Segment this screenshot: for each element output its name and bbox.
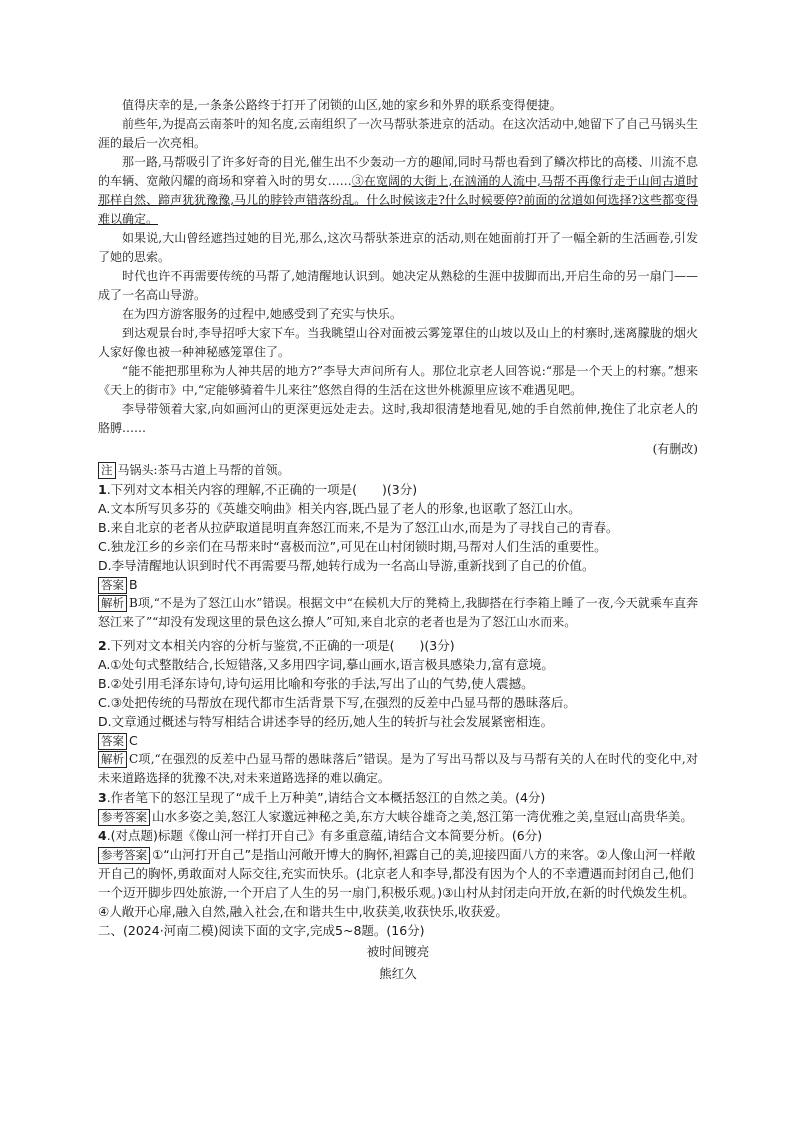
answer-line [98, 731, 698, 750]
reference-tag: 参考答案 [98, 847, 150, 864]
option: A.①处句式整散结合,长短错落,又多用四字词,摹山画水,语言极具感染力,富有意境。 [98, 657, 554, 672]
note-tag: 注 [98, 462, 116, 479]
note-text: 马锅头:茶马古道上马帮的首领。 [117, 463, 290, 477]
option: D.文章通过概述与特写相结合讲述李导的经历,她人生的转折与社会发展紧密相连。 [98, 714, 554, 729]
passage-paragraph: 值得庆幸的是,一条条公路终于打开了闭锁的山区,她的家乡和外界的联系变得便捷。 [122, 98, 562, 112]
option: C.③处把传统的马帮放在现代都市生活背景下写,在强烈的反差中凸显马帮的愚昧落后。 [98, 695, 576, 710]
passage-paragraph: 到达观景台时,李导招呼大家下车。当我眺望山谷对面被云雾笼罩住的山坡以及山上的村寨时,迷离朦胧的烟火人家好像也被一种神秘感笼罩住了。 [98, 326, 698, 359]
question-number: 4 [98, 828, 107, 843]
answer-line [98, 575, 698, 594]
option: B.②处引用毛泽东诗句,诗句运用比喻和夸张的手法,写出了山的气势,使人震撼。 [98, 676, 534, 691]
passage-paragraph: 前些年,为提高云南茶叶的知名度,云南组织了一次马帮驮茶进京的活动。在这次活动中,她留下了自己马锅头生涯的最后一次亮相。 [98, 117, 698, 150]
passage-paragraph: 在为四方游客服务的过程中,她感受到了充实与快乐。 [122, 307, 402, 321]
passage-paragraph: 时代也许不再需要传统的马帮了,她清醒地认识到。她决定从熟稔的生涯中拔脚而出,开启生命的另一扇门——成了一名高山导游。 [98, 269, 698, 302]
answer-value: B [129, 577, 138, 592]
source-note: (有删改) [652, 442, 698, 456]
option: B.来自北京的老者从拉萨取道昆明直奔怒江而来,不是为了怒江山水,而是为了寻找自己的青春。 [98, 520, 619, 535]
passage-paragraph: “能不能把那里称为人神共居的地方?”李导大声问所有人。那位北京老人回答说:“那是一个天上的村寨。”想来《天上的街市》中,“定能够骑着牛儿来往”悠然自得的生活在这世外桃源里应该不难遇见吧。 [98, 364, 698, 397]
question-number: 3 [98, 790, 107, 805]
article-author: 熊红久 [379, 966, 417, 981]
answer-tag: 答案 [98, 577, 127, 594]
passage-text: 那一路,马帮吸引了许多好奇的目光,催生出不少轰动一方的趣闻,同时马帮也看到了鳞次栉比的高楼、川流不息的车辆、宽敞闪耀的商场和穿着入时的男女…… [98, 155, 698, 188]
section-heading: 二、(2024·河南二模)阅读下面的文字,完成5~8题。(16分) [98, 923, 425, 938]
question-number: 1 [98, 482, 107, 497]
question-stem: 2.下列对文本相关内容的分析与鉴赏,不正确的一项是( )(3分) [98, 638, 455, 653]
reference-answer: 参考答案 ①“山河打开自己”是指山河敞开博大的胸怀,袒露自己的美,迎接四面八方的来客。②人像山河一样敞开自己的胸怀,勇敢面对人际交往,充实而快乐。(北京老人和李导,都没有因为个人的不幸遭遇而封闭自己,他们一个迈开脚步四处旅游,一个开启了人生的另一扇门,积极乐观。)③山村从封闭走向开放,在新的时代焕发生机。④人敞开心扉,融入自然,融入社会,在和谐共生中,收获美,收获快乐,收获爱。 [98, 847, 696, 919]
option: C.独龙江乡的乡亲们在马帮来时“喜极而泣”,可见在山村闭锁时期,马帮对人们生活的重要性。 [98, 539, 607, 554]
explanation: 解析 B项,“不是为了怒江山水”错误。根据文中“在候机大厅的凳椅上,我脚搭在行李箱上睡了一夜,今天就乘车直奔怒江来了”“却没有发现这里的景色这么撩人”可知,来自北京的老者也是为了怒江山水而来。 [98, 596, 698, 629]
reference-answer: 参考答案 山水多姿之美,怒江人家邈远神秘之美,东方大峡谷雄奇之美,怒江第一湾优雅之美,皇冠山高贵华美。 [98, 807, 698, 826]
passage-paragraph: 如果说,大山曾经遮挡过她的目光,那么,这次马帮驮茶进京的活动,则在她面前打开了一幅全新的生活画卷,引发了她的思索。 [98, 231, 698, 264]
question-stem: 1.下列对文本相关内容的理解,不正确的一项是( )(3分) [98, 482, 418, 497]
article-title: 被时间镀亮 [366, 944, 430, 959]
question-stem: 4.(对点题)标题《像山河一样打开自己》有多重意蕴,请结合文本简要分析。(6分) [98, 828, 543, 843]
footnote [98, 461, 698, 480]
option: A.文本所写贝多芬的《英雄交响曲》相关内容,既凸显了老人的形象,也讴歌了怒江山水。 [98, 501, 581, 516]
passage-paragraph: 李导带领着大家,向如画河山的更深更远处走去。这时,我却很清楚地看见,她的手自然前伸,挽住了北京老人的胳膊…… [98, 402, 698, 435]
question-number: 2 [98, 638, 107, 653]
answer-value: C [129, 733, 138, 748]
reference-tag: 参考答案 [98, 809, 150, 826]
passage-paragraph [98, 153, 698, 229]
underlined-passage: ③在宽阔的大街上,在汹涌的人流中,马帮不再像行走于山间古道时那样自然、蹄声犹犹豫豫,马儿的脖铃声错落纷乱。什么时候该走?什么时候要停?前面的岔道如何选择?这些都变得难以确定。 [98, 174, 698, 226]
question-stem: 3.作者笔下的怒江呈现了“成千上万种美”,请结合文本概括怒江的自然之美。(4分) [98, 790, 546, 805]
answer-tag: 答案 [98, 733, 127, 750]
document-page [98, 96, 698, 985]
explanation-tag: 解析 [98, 595, 127, 612]
explanation: 解析 C项,“在强烈的反差中凸显马帮的愚昧落后”错误。是为了写出马帮以及与马帮有关的人在时代的变化中,对未来道路选择的犹豫不决,对未来道路选择的难以确定。 [98, 752, 698, 785]
explanation-tag: 解析 [98, 751, 127, 768]
option: D.李导清醒地认识到时代不再需要马帮,她转行成为一名高山导游,重新找到了自己的价值。 [98, 558, 595, 573]
